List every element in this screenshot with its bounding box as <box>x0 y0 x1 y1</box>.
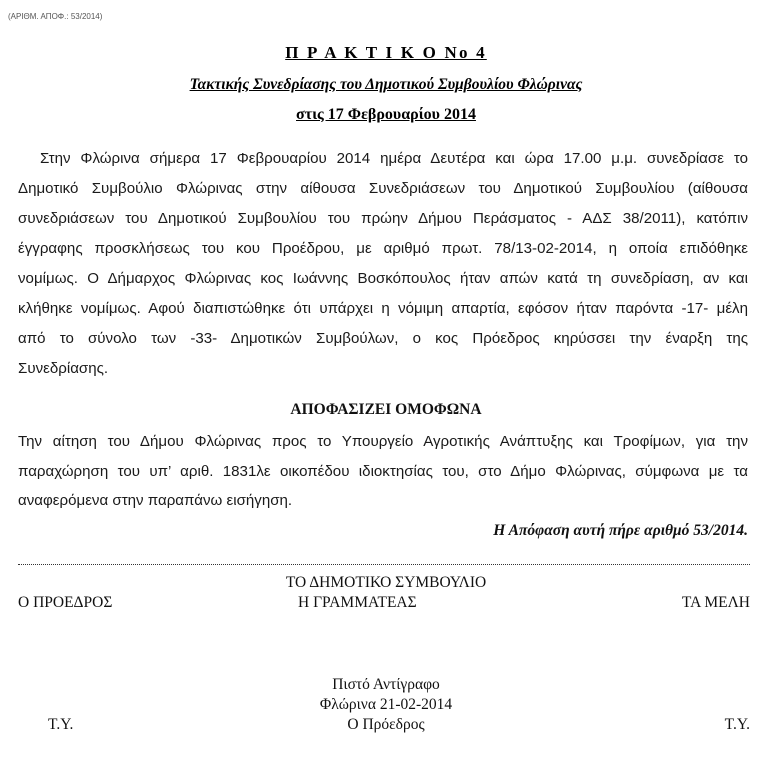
intro-line: κλήθηκε νομίμως. Αφού διαπιστώθηκε ότι υπάρχει η νόμιμη απαρτία, εφόσον ήταν παρόντα -17- μέλη <box>18 300 748 317</box>
stamp-right: Τ.Υ. <box>724 716 750 733</box>
secretary-label: Η ΓΡΑΜΜΑΤΕΑΣ <box>298 594 417 611</box>
decision-line: αναφερόμενα στην παραπάνω εισήγηση. <box>18 492 293 509</box>
president-label: Ο ΠΡΟΕΔΡΟΣ <box>18 594 113 611</box>
intro-line: έγγραφης προσκλήσεως του κου Προέδρου, με αριθμό πρωτ. 78/13-02-2014, η οποία επιδόθηκε <box>18 240 748 257</box>
decision-line: παραχώρηση του υπ’ αριθ. 1831λε οικοπέδου ιδιοκτησίας του, στο Δήμο Φλώρινας, σύμφωνα με τα <box>18 463 748 480</box>
stamp-left: Τ.Υ. <box>48 716 74 733</box>
certified-copy-label: Πιστό Αντίγραφο <box>332 676 440 693</box>
decision-heading: ΑΠΟΦΑΣΙΖΕΙ ΟΜΟΦΩΝΑ <box>290 401 482 418</box>
intro-line: από το σύνολο των -33- Δημοτικών Συμβούλων, ο κος Πρόεδρος κηρύσσει την έναρξη της <box>18 330 748 347</box>
intro-line: Στην Φλώρινα σήμερα 17 Φεβρουαρίου 2014 ημέρα Δευτέρα και ώρα 17.00 μ.μ. συνεδρίασε το <box>40 150 748 167</box>
decision-reference: (ΑΡΙΘΜ. ΑΠΟΦ.: 53/2014) <box>8 12 103 21</box>
council-label: ΤΟ ΔΗΜΟΤΙΚΟ ΣΥΜΒΟΥΛΙΟ <box>285 574 487 591</box>
intro-line: Δημοτικό Συμβούλιο Φλώρινας στην αίθουσα Συνεδριάσεων του Δημοτικού Συμβουλίου (αίθουσα <box>18 180 748 197</box>
certification-place-date: Φλώρινα 21-02-2014 <box>319 696 453 713</box>
session-subtitle: Τακτικής Συνεδρίασης του Δημοτικού Συμβουλίου Φλώρινας <box>189 76 583 93</box>
certification-signer: Ο Πρόεδρος <box>347 716 425 733</box>
intro-line: συνεδριάσεων του Δημοτικού Συμβουλίου του πρώην Δήμου Περάσματος - ΑΔΣ 38/2011), κατόπιν <box>18 210 748 227</box>
intro-line: Συνεδρίασης. <box>18 360 109 377</box>
session-date: στις 17 Φεβρουαρίου 2014 <box>296 106 476 123</box>
dotted-separator <box>18 558 750 565</box>
decision-line: Την αίτηση του Δήμου Φλώρινας προς το Υπουργείο Αγροτικής Ανάπτυξης και Τροφίμων, για την <box>18 433 748 450</box>
document-title: Π Ρ Α Κ Τ Ι Κ Ο Νο 4 <box>285 43 487 62</box>
intro-line: νομίμως. Ο Δήμαρχος Φλώρινας κος Ιωάννης Βοσκόπουλος ήταν απών κατά τη συνεδρίαση, αν και <box>18 270 748 287</box>
members-label: ΤΑ ΜΕΛΗ <box>681 594 750 611</box>
decision-number-statement: Η Απόφαση αυτή πήρε αριθμό 53/2014. <box>493 522 748 539</box>
